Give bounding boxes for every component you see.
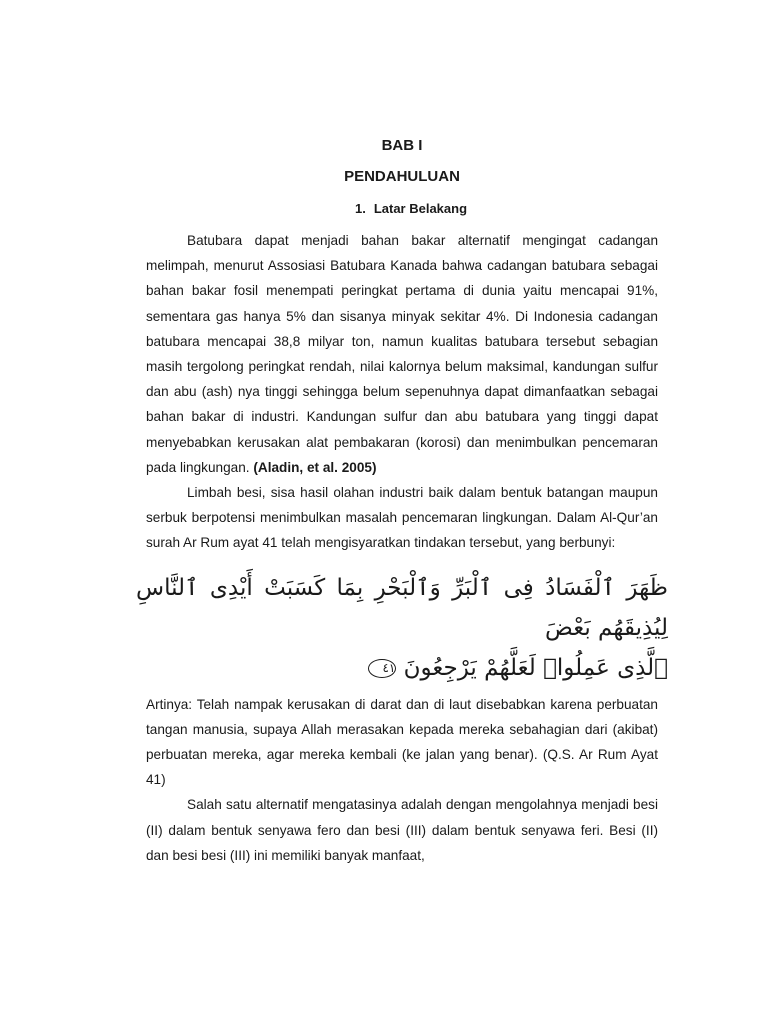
quran-verse-line-1: ظَهَرَ ٱلْفَسَادُ فِى ٱلْبَرِّ وَٱلْبَحْرِ بِمَا كَسَبَتْ أَيْدِى ٱلنَّاسِ لِيُذِيقَهُم بَعْضَ [136, 574, 668, 641]
paragraph-solution: Salah satu alternatif mengatasinya adalah dengan mengolahnya menjadi besi (II) dalam bentuk senyawa fero dan besi (III) dalam bentuk senyawa feri. Besi (II) dan besi besi (III) ini memiliki banyak manfaat, [146, 797, 658, 863]
paragraph-coal-text: Batubara dapat menjadi bahan bakar alternatif mengingat cadangan melimpah, menurut Assosiasi Batubara Kanada bahwa cadangan batubara sebagai bahan bakar fosil menempati peringkat pertama di dunia yaitu mencapai 91%, sementara gas hanya 5% dan sisanya minyak sekitar 4%. Di Indonesia cadangan batubara mencapai 38,8 milyar ton, namun kualitas batubara tersebut sebagian masih tergolong peringkat rendah, nilai kalornya belum maksimal, kandungan sulfur dan abu (ash) nya tinggi sehingga belum sepenuhnya dapat dimanfaatkan sebagai bahan bakar di industri. Kandungan sulfur dan abu batubara yang tinggi dapat menyebabkan kerusakan alat pembakaran (korosi) dan menimbulkan pencemaran pada lingkungan. [146, 233, 658, 475]
section-number: 1. [354, 201, 366, 216]
quran-verse [136, 568, 668, 688]
ayah-number-mark: ٤١ [368, 659, 396, 678]
quran-verse-line-2 [136, 648, 668, 688]
paragraph-coal [146, 228, 658, 480]
quran-verse-line-2-text: ٱلَّذِى عَمِلُوا۟ لَعَلَّهُمْ يَرْجِعُونَ [403, 654, 668, 681]
section-heading [164, 200, 658, 218]
verse-translation: Artinya: Telah nampak kerusakan di darat dan di laut disebabkan karena perbuatan tangan manusia, supaya Allah merasakan kepada mereka sebahagian dari (akibat) perbuatan mereka, agar mereka kembali (ke jalan yang benar). (Q.S. Ar Rum Ayat 41) [146, 696, 658, 788]
paragraph-iron-waste: Limbah besi, sisa hasil olahan industri baik dalam bentuk batangan maupun serbuk berpotensi menimbulkan masalah pencemaran lingkungan. Dalam Al-Qur’an surah Ar Rum ayat 41 telah mengisyaratkan tindakan tersebut, yang berbunyi: [146, 485, 658, 551]
chapter-label: BAB I [381, 137, 423, 154]
chapter-title: PENDAHULUAN [344, 168, 460, 185]
document-page [136, 136, 668, 868]
citation: (Aladin, et al. 2005) [253, 459, 377, 475]
section-title: Latar Belakang [373, 201, 468, 216]
